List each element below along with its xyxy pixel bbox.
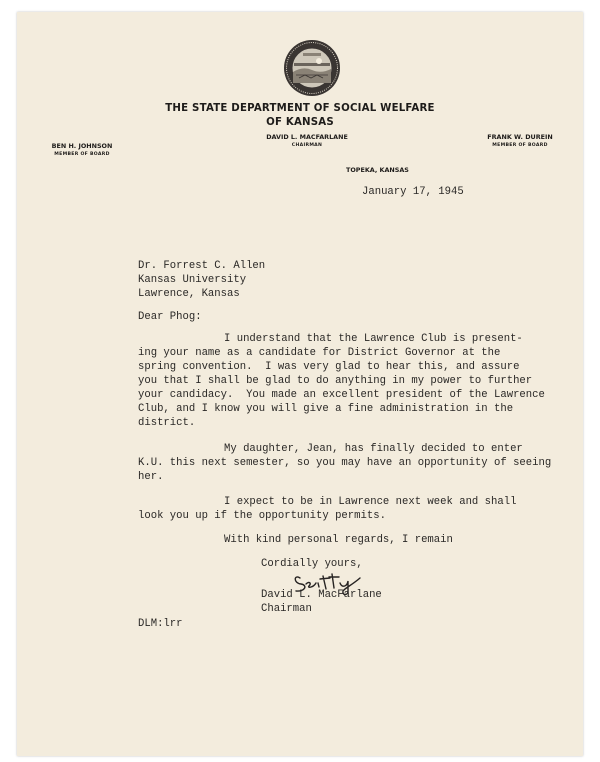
body-line: her. [138,471,164,483]
org-name-line2: OF KANSAS [266,117,334,128]
signer-title: Chairman [261,603,312,615]
kansas-state-seal [283,39,341,97]
body-line: My daughter, Jean, has finally decided to enter [224,443,523,455]
right-member-name: FRANK W. DUREIN [487,133,553,141]
recipient-line-3: Lawrence, Kansas [138,288,240,300]
left-member-name: BEN H. JOHNSON [51,142,113,150]
body-line: I understand that the Lawrence Club is present- [224,333,523,345]
body-line: your candidacy. You made an excellent president of the Lawrence [138,389,545,401]
body-line: district. [138,417,196,429]
body-line: Club, and I know you will give a fine administration in the [138,403,514,415]
closing: Cordially yours, [261,558,363,570]
center-member-name: DAVID L. MACFARLANE [266,133,348,141]
body-line: I expect to be in Lawrence next week and shall [224,496,517,508]
salutation: Dear Phog: [138,311,202,323]
body-line: you that I shall be glad to do anything in my power to further [138,375,533,387]
signer-name: David L. MacFarlane [261,589,382,601]
body-line: look you up if the opportunity permits. [138,510,386,522]
letter-date: January 17, 1945 [362,186,464,198]
body-line: K.U. this next semester, so you may have an opportunity of seeing [138,457,552,469]
letterhead-city: TOPEKA, KANSAS [346,166,409,174]
right-member-role: MEMBER OF BOARD [492,143,548,148]
left-member-role: MEMBER OF BOARD [54,152,110,157]
body-line: spring convention. I was very glad to hear this, and assure [138,361,520,373]
center-member-role: CHAIRMAN [291,143,323,148]
recipient-line-1: Dr. Forrest C. Allen [138,260,266,272]
body-line: ing your name as a candidate for District Governor at the [138,347,501,359]
body-line: With kind personal regards, I remain [224,534,453,546]
recipient-line-2: Kansas University [138,274,247,286]
reference-initials: DLM:lrr [138,618,183,630]
org-name-line1: THE STATE DEPARTMENT OF SOCIAL WELFARE [165,103,435,114]
